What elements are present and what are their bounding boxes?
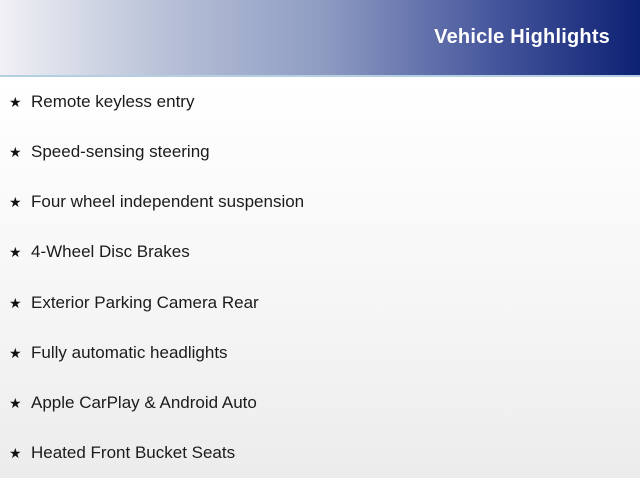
star-bullet-icon: ★ (9, 344, 22, 361)
highlight-label: Remote keyless entry (31, 92, 195, 112)
star-bullet-icon: ★ (9, 244, 22, 261)
highlight-label: Exterior Parking Camera Rear (31, 292, 259, 312)
star-bullet-icon: ★ (9, 394, 22, 411)
highlight-item (0, 127, 640, 177)
highlight-label: 4-Wheel Disc Brakes (31, 242, 190, 262)
highlight-label: Speed-sensing steering (31, 142, 210, 162)
star-bullet-icon: ★ (9, 194, 22, 211)
highlight-item (0, 378, 640, 428)
star-bullet-icon: ★ (9, 94, 22, 111)
highlight-item (0, 428, 640, 478)
panel-title: Vehicle Highlights (434, 26, 610, 48)
highlight-item (0, 77, 640, 127)
highlights-list (0, 77, 640, 478)
highlight-label: Heated Front Bucket Seats (31, 442, 236, 462)
highlight-label: Apple CarPlay & Android Auto (31, 392, 257, 412)
highlight-label: Four wheel independent suspension (31, 192, 305, 212)
highlight-item (0, 278, 640, 328)
highlight-label: Fully automatic headlights (31, 342, 228, 362)
star-bullet-icon: ★ (9, 444, 22, 461)
highlight-item (0, 177, 640, 227)
star-bullet-icon: ★ (9, 294, 22, 311)
highlight-item (0, 227, 640, 277)
highlight-item (0, 328, 640, 378)
panel-header (0, 0, 640, 77)
star-bullet-icon: ★ (9, 144, 22, 161)
